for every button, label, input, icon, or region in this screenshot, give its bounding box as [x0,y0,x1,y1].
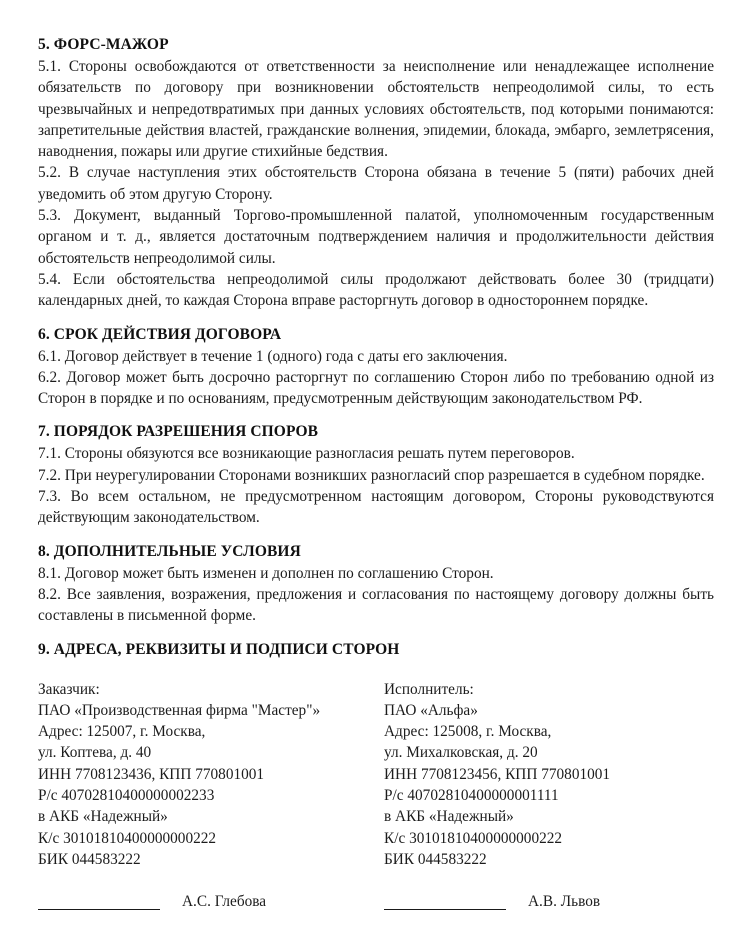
spacer [38,627,714,639]
section-heading-6: 6. СРОК ДЕЙСТВИЯ ДОГОВОРА [38,325,282,343]
contractor-role-label: Исполнитель: [384,680,474,698]
clause-7-3: 7.3. Во всем остальном, не предусмотренном настоящим договором, Стороны руководствуются действующим законодательством. [38,488,714,527]
contractor-correspondent-account: К/с 30101810400000000222 [384,829,563,847]
customer-settlement-account: Р/с 40702810400000002233 [38,787,215,805]
signatory-name-customer: А.С. Глебова [182,893,267,911]
clause-8-2: 8.2. Все заявления, возражения, предложения и согласования по настоящему договору должны быть составлены в письменной форме. [38,585,714,625]
spacer [38,529,714,541]
section-heading-9: 9. АДРЕСА, РЕКВИЗИТЫ И ПОДПИСИ СТОРОН [38,640,400,658]
contractor-address-city: Адрес: 125008, г. Москва, [384,723,552,741]
customer-inn-kpp: ИНН 7708123436, КПП 770801001 [38,765,265,783]
customer-role-label: Заказчик: [38,680,100,698]
contractor-bik: БИК 044583222 [384,850,487,868]
document-content [38,34,714,910]
signature-line-customer [38,896,160,910]
spacer [38,312,714,324]
spacer [38,409,714,421]
signature-customer [38,893,376,910]
clause-5-2: 5.2. В случае наступления этих обстоятельств Сторона обязана в течение 5 (пяти) рабочих дней уведомить об этом другую Сторону. [38,164,714,203]
signature-line-contractor [384,896,506,910]
section-force-majeure [38,34,714,312]
clause-8-1: 8.1. Договор может быть изменен и дополнен по соглашению Сторон. [38,564,494,582]
signatory-name-contractor: А.В. Львов [528,893,601,911]
customer-correspondent-account: К/с 30101810400000000222 [38,829,217,847]
section-dispute-resolution [38,421,714,528]
clause-6-2: 6.2. Договор может быть досрочно расторгнут по соглашению Сторон либо по требованию одной из Сторон в порядке и по основаниям, предусмотренным действующим законодательством РФ. [38,368,714,408]
customer-company-name: ПАО «Производственная фирма "Мастер"» [38,701,321,719]
section-contract-term [38,324,714,410]
customer-bik: БИК 044583222 [38,850,141,868]
clause-6-1: 6.1. Договор действует в течение 1 (одного) года с даты его заключения. [38,347,508,365]
contractor-company-name: ПАО «Альфа» [384,701,478,719]
clause-5-4: 5.4. Если обстоятельства непреодолимой силы продолжают действовать более 30 (тридцати) календарных дней, то каждая Сторона вправе расторгнуть договор в одностороннем порядке. [38,270,714,310]
customer-bank-name: в АКБ «Надежный» [38,808,168,826]
clause-5-3: 5.3. Документ, выданный Торгово-промышленной палатой, уполномоченным государственным органом и т. д., является достаточным подтверждением наличия и продолжительности действия обстоятельств непреодолимой силы. [38,207,714,267]
clause-5-1: 5.1. Стороны освобождаются от ответственности за неисполнение или ненадлежащее исполнение обязательств по договору при возникновении обстоятельств непреодолимой силы, то есть чрезвычайных и непредотвратимых при данных условиях обстоятельств, под которыми понимаются: запретительные действия властей, гражданские волнения, эпидемии, блокада, эмбарго, землетрясения, наводнения, пожары или другие стихийные бедствия. [38,58,714,161]
contractor-bank-name: в АКБ «Надежный» [384,808,514,826]
customer-address-city: Адрес: 125007, г. Москва, [38,723,206,741]
section-heading-7: 7. ПОРЯДОК РАЗРЕШЕНИЯ СПОРОВ [38,423,319,441]
requisites-customer [38,679,376,871]
contractor-settlement-account: Р/с 40702810400000001111 [384,787,559,805]
section-heading-8: 8. ДОПОЛНИТЕЛЬНЫЕ УСЛОВИЯ [38,542,301,560]
contractor-address-street: ул. Михалковская, д. 20 [384,744,538,762]
section-additional-terms [38,541,714,627]
requisites-contractor [376,679,714,871]
customer-address-street: ул. Коптева, д. 40 [38,744,152,762]
section-heading-5: 5. ФОРС-МАЖОР [38,36,169,53]
signature-contractor [376,893,714,910]
signature-block [38,893,714,910]
clause-7-1: 7.1. Стороны обязуются все возникающие разногласия решать путем переговоров. [38,445,575,463]
clause-7-2: 7.2. При неурегулировании Сторонами возникших разногласий спор разрешается в судебном порядке. [38,466,705,484]
section-requisites [38,639,714,911]
contractor-inn-kpp: ИНН 7708123456, КПП 770801001 [384,765,611,783]
requisites-columns [38,679,714,871]
